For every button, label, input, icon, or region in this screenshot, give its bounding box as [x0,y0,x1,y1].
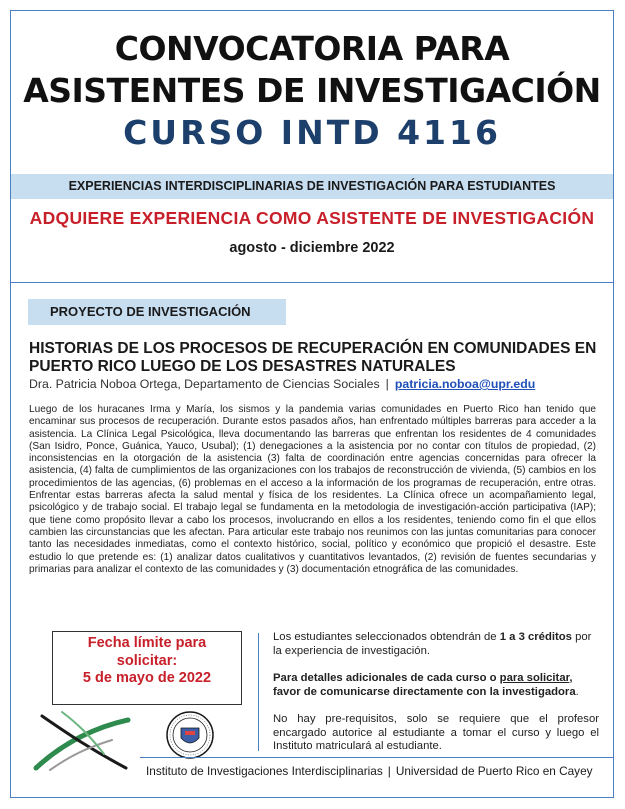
project-title-line-2: PUERTO RICO LUEGO DE LOS DESASTRES NATURALES [29,358,456,375]
credits-amount: 1 a 3 créditos [499,631,572,643]
author-line [29,377,599,392]
semester-dates: agosto - diciembre 2022 [229,240,395,256]
footer-university: Universidad de Puerto Rico en Cayey [395,764,593,778]
credits-text-end: por la experiencia de investigación. [273,631,592,657]
credits-text: Los estudiantes seleccionados obtendrán de [273,631,500,643]
subtitle-bar: EXPERIENCIAS INTERDISCIPLINARIAS DE INVESTIGACIÓN PARA ESTUDIANTES [11,174,613,199]
headline: ADQUIERE EXPERIENCIA COMO ASISTENTE DE INVESTIGACIÓN [29,208,595,228]
project-description: Luego de los huracanes Irma y María, los sismos y la pandemia varias comunidades en Puerto Rico han tenido que encaminar sus procesos de recuperación. Durante estos pasados años, han enfrentado múltiples barreras para acceder a la asistencia. La Clínica Legal Psicológica, lleva documentando las barreras que enfrentan los residentes de 4 comunidades (San Isidro, Ponce, Guánica, Yauco, Usubal); (1) denegaciones a la asistencia por no contar con títulos de propiedad, (2) inconsistencias en la otorgación de la asistencia (3) falta de coordinación entre agencias concernidas para ofrecer la asistencia, (4) falta de cumplimientos de las organizaciones con los trabajos de reconstrucción de vivienda, (5) cambios en los procedimientos de las agencias, (6) problemas en el acceso a la información de los programas de recuperación, entre otras. Enfrentar estas barreras afecta la salud mental y física de los residentes. La Clínica ofrece un acompañamiento legal, psicológico y de trabajo social. El trabajo legal se fundamenta en la metodologia de investigación-acción participativa (IAP); que tiene como propósito llevar a cabo los procesos, involucrando en ellos a los residentes, teniendo como fin el que ellos cambien las circunstancias que les afectan. Para articular este trabajo nos reunimos con las juntas comunitarias para conocer tanto las necesidades inmediatas, como el contexto histórico, social, político y económico que propició el desastre. Este estudio lo que pretende es: (1) analizar datos cualitativos y cuantitativos levantados, (2) revisión de fuentes secundarias y primarias para analizar el contexto de las comunidades y (3) documentación etnográfica de las comunidades. [29,404,596,575]
contact-text-end: , favor de comunicarse directamente con la investigadora [273,672,576,698]
contact-period: . [575,685,579,698]
deadline-date: 5 de mayo de 2022 [82,670,212,686]
contact-paragraph [273,672,599,699]
info-column [273,631,599,768]
footer [146,764,606,779]
author-email-link[interactable]: patricia.noboa@upr.edu [394,377,536,391]
apply-link[interactable]: para solicitar [499,672,570,684]
author-name: Dra. Patricia Noboa Ortega, Departamento de Ciencias Sociales [29,377,380,391]
institute-logo-icon [32,710,132,774]
column-divider [258,633,259,751]
footer-separator: | [387,764,391,778]
deadline-line-2: solicitar: [116,652,178,669]
project-title-line-1: HISTORIAS DE LOS PROCESOS DE RECUPERACIÓN EN COMUNIDADES EN [29,340,597,357]
section-label: PROYECTO DE INVESTIGACIÓN [28,299,286,325]
deadline-line-1: Fecha límite para [87,635,207,651]
credits-paragraph [273,631,599,658]
prerequisites-paragraph: No hay pre-requisitos, solo se requiere que el profesor encargado autorice al estudiante a tomar el curso y luego el Instituto matriculará al estudiante. [273,713,599,752]
title-block [10,28,614,155]
author-separator: | [385,377,389,391]
footer-institute: Instituto de Investigaciones Interdisciplinarias [146,764,383,778]
course-code: CURSO INTD 4116 [123,113,501,152]
title-line-2: ASISTENTES DE INVESTIGACIÓN [23,71,601,110]
deadline-box [52,631,242,705]
title-line-1: CONVOCATORIA PARA [114,29,510,68]
footer-divider [140,757,614,758]
contact-text: Para detalles adicionales de cada curso o [273,672,500,684]
header-divider [10,282,614,283]
project-title [29,340,599,376]
university-seal-icon [165,710,215,760]
